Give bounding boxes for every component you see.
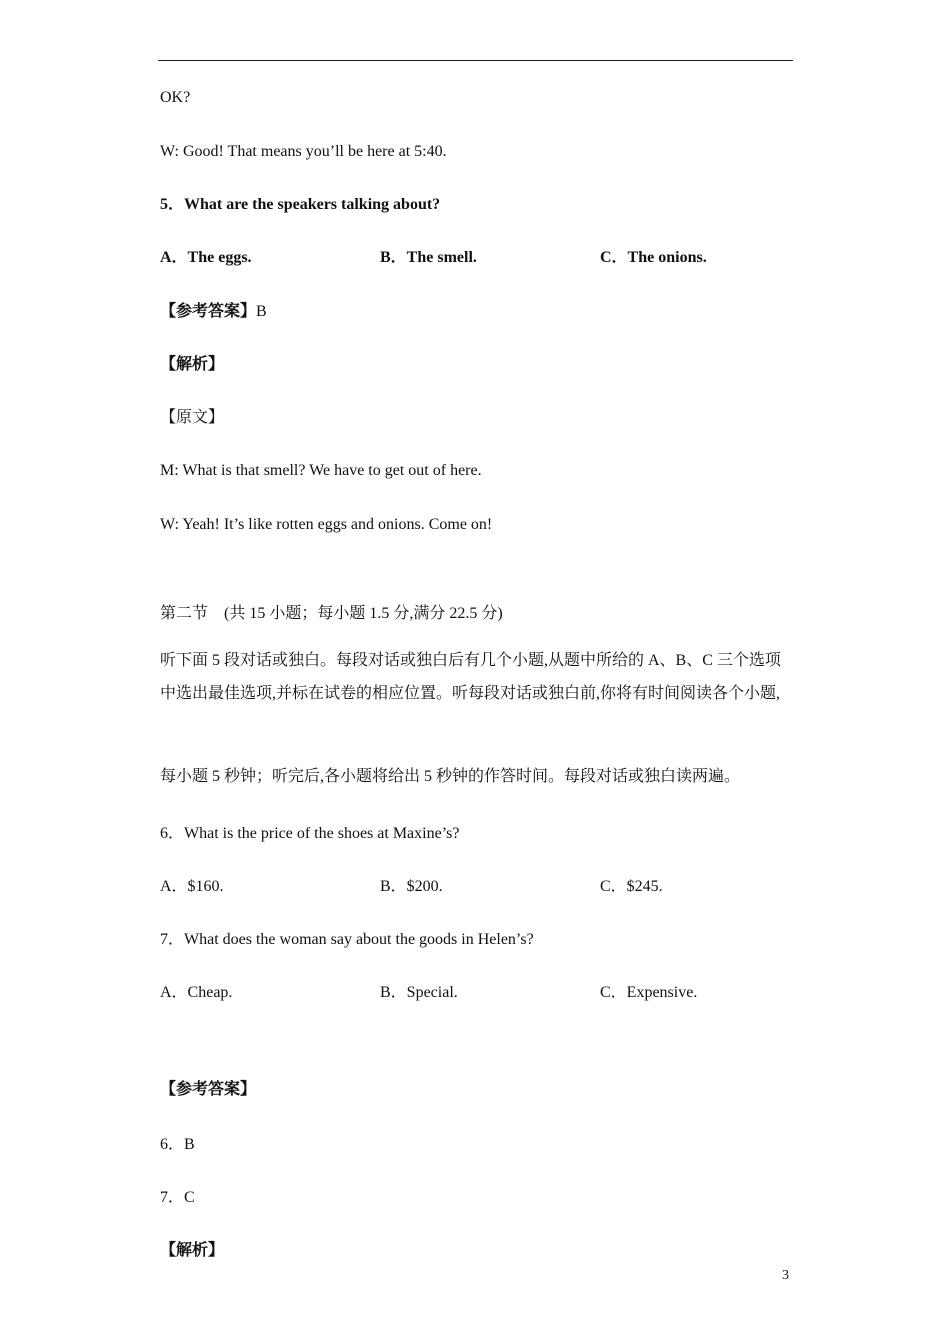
q6-option-a: A．$160. [160,878,224,895]
transcript-line: W: Yeah! It’s like rotten eggs and onions. Come on! [160,516,493,533]
q6-option-c: C．$245. [600,878,663,895]
dialogue-continuation: OK? [160,89,191,106]
page-number: 3 [782,1268,789,1283]
transcript-line: M: What is that smell? We have to get out of here. [160,462,482,479]
q6-option-b: B．$200. [380,878,443,895]
q5-analysis-label: 【解析】 [160,356,225,373]
q5-option-a: A．The eggs. [160,249,252,266]
question-7: 7．What does the woman say about the goods in Helen’s? [160,931,534,948]
question-5: 5．What are the speakers talking about? [160,196,441,213]
answer-item: 7．C [160,1189,195,1206]
q7-option-a: A．Cheap. [160,984,233,1001]
q7-option-c: C．Expensive. [600,984,698,1001]
section-2-instructions: 听下面 5 段对话或独白。每段对话或独白后有几个小题,从题中所给的 A、B、C 三个选项中选出最佳选项,并标在试卷的相应位置。听每段对话或独白前,你将有时间阅读各个小题, [160,652,781,702]
answers-label: 【参考答案】 [160,1081,257,1098]
q5-option-b: B．The smell. [380,249,477,266]
q7-option-b: B．Special. [380,984,458,1001]
header-rule [158,60,793,61]
section-2-heading: 第二节 (共 15 小题；每小题 1.5 分,满分 22.5 分) [160,605,503,622]
answer-item: 6．B [160,1136,195,1153]
q5-option-c: C．The onions. [600,249,707,266]
section-2-instructions-cont: 每小题 5 秒钟；听完后,各小题将给出 5 秒钟的作答时间。每段对话或独白读两遍。 [160,768,741,785]
answer-value: B [256,303,267,320]
q5-answer [160,302,267,322]
dialogue-line-w: W: Good! That means you’ll be here at 5:40. [160,143,447,160]
answers-analysis-label: 【解析】 [160,1242,225,1259]
question-6: 6．What is the price of the shoes at Maxine’s? [160,825,460,842]
q5-original-label: 【原文】 [160,409,225,426]
answer-label: 【参考答案】 [160,303,257,320]
